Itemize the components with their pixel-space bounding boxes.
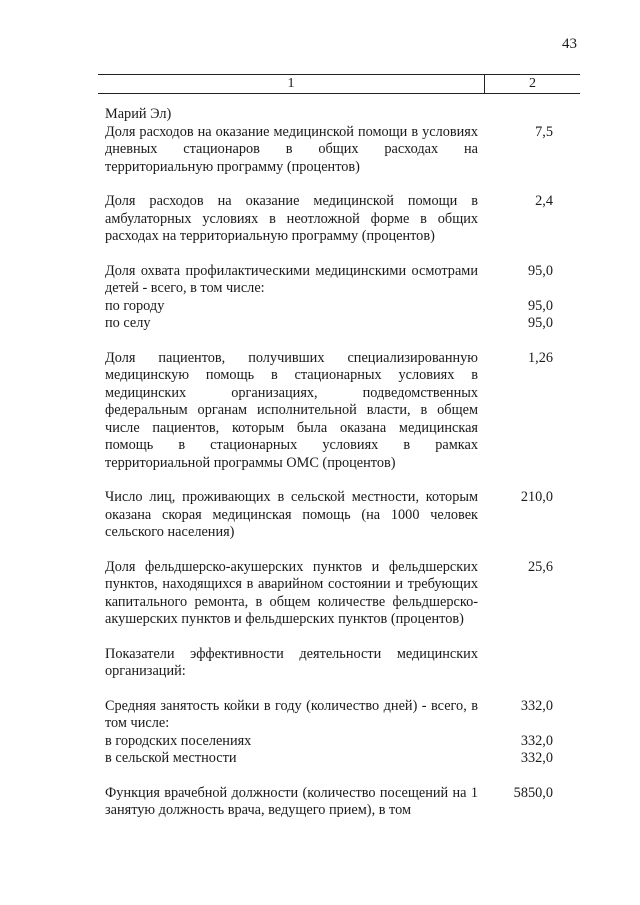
table-row — [105, 559, 580, 629]
row-value: 25,6 — [527, 558, 553, 575]
table-row — [105, 646, 580, 681]
table-row — [105, 298, 580, 316]
row-value: 95,0 — [527, 315, 553, 331]
table-row — [105, 785, 580, 820]
row-text: Доля расходов на оказание медицинской помощи в условиях дневных стационаров в общих расходах на территориальную программу (процентов) — [105, 123, 478, 175]
row-value: 95,0 — [527, 297, 553, 314]
row-text: в городских поселениях — [105, 732, 252, 749]
row-text: Средняя занятость койки в году (количество дней) - всего, в том числе: — [105, 697, 478, 731]
table-row — [105, 733, 580, 751]
row-text: в сельской местности — [105, 750, 237, 766]
table-row — [105, 193, 580, 246]
table-row — [105, 489, 580, 542]
row-value — [478, 106, 580, 124]
row-text: Показатели эффективности деятельности медицинских организаций: — [105, 645, 478, 679]
row-text: Марий Эл) — [105, 106, 172, 122]
row-text: Доля пациентов, получивших специализированную медицинскую помощь в стационарных условиях в медицинских организациях, подведомственных федеральным органам исполнительной власти, в общем числе пациентов, которым была оказана медицинская помощь в стационарных условиях в рамках территориальной программы ОМС (процентов) — [105, 349, 478, 471]
row-text: Число лиц, проживающих в сельской местности, которым оказана скорая медицинская помощь (на 1000 человек сельского населения) — [105, 489, 478, 540]
table-row — [105, 263, 580, 298]
table-row — [105, 106, 580, 124]
row-value: 332,0 — [520, 697, 553, 714]
row-value: 332,0 — [520, 732, 553, 749]
row-text: по селу — [105, 315, 151, 331]
table-row — [105, 698, 580, 733]
table-row — [105, 124, 580, 177]
row-text: по городу — [105, 297, 165, 314]
row-text: Доля фельдшерско-акушерских пунктов и фельдшерских пунктов, находящихся в аварийном состоянии и требующих капитального ремонта, в общем количестве фельдшерско-акушерских пунктов и фельдшерских пунктов (процентов) — [105, 558, 478, 627]
table-header — [98, 74, 580, 94]
row-text: Доля расходов на оказание медицинской помощи в амбулаторных условиях в неотложной форме в общих расходах на территориальную программу (процентов) — [105, 193, 478, 244]
row-value: 95,0 — [527, 262, 553, 279]
row-value: 210,0 — [520, 489, 553, 505]
row-value: 332,0 — [520, 750, 553, 766]
row-value: 2,4 — [535, 193, 553, 209]
page-number: 43 — [562, 36, 577, 52]
row-value: 7,5 — [535, 123, 553, 140]
table-row — [105, 315, 580, 333]
column-header-2: 2 — [529, 76, 536, 91]
row-value: 5850,0 — [513, 784, 553, 801]
table-row — [105, 350, 580, 473]
row-text: Доля охвата профилактическими медицинскими осмотрами детей - всего, в том числе: — [105, 262, 478, 296]
table-body — [105, 106, 580, 820]
row-text: Функция врачебной должности (количество посещений на 1 занятую должность врача, ведущего прием), в том — [105, 784, 478, 818]
table-row — [105, 750, 580, 768]
row-value: 1,26 — [527, 349, 553, 366]
row-value — [478, 646, 580, 681]
column-header-1: 1 — [98, 75, 485, 93]
